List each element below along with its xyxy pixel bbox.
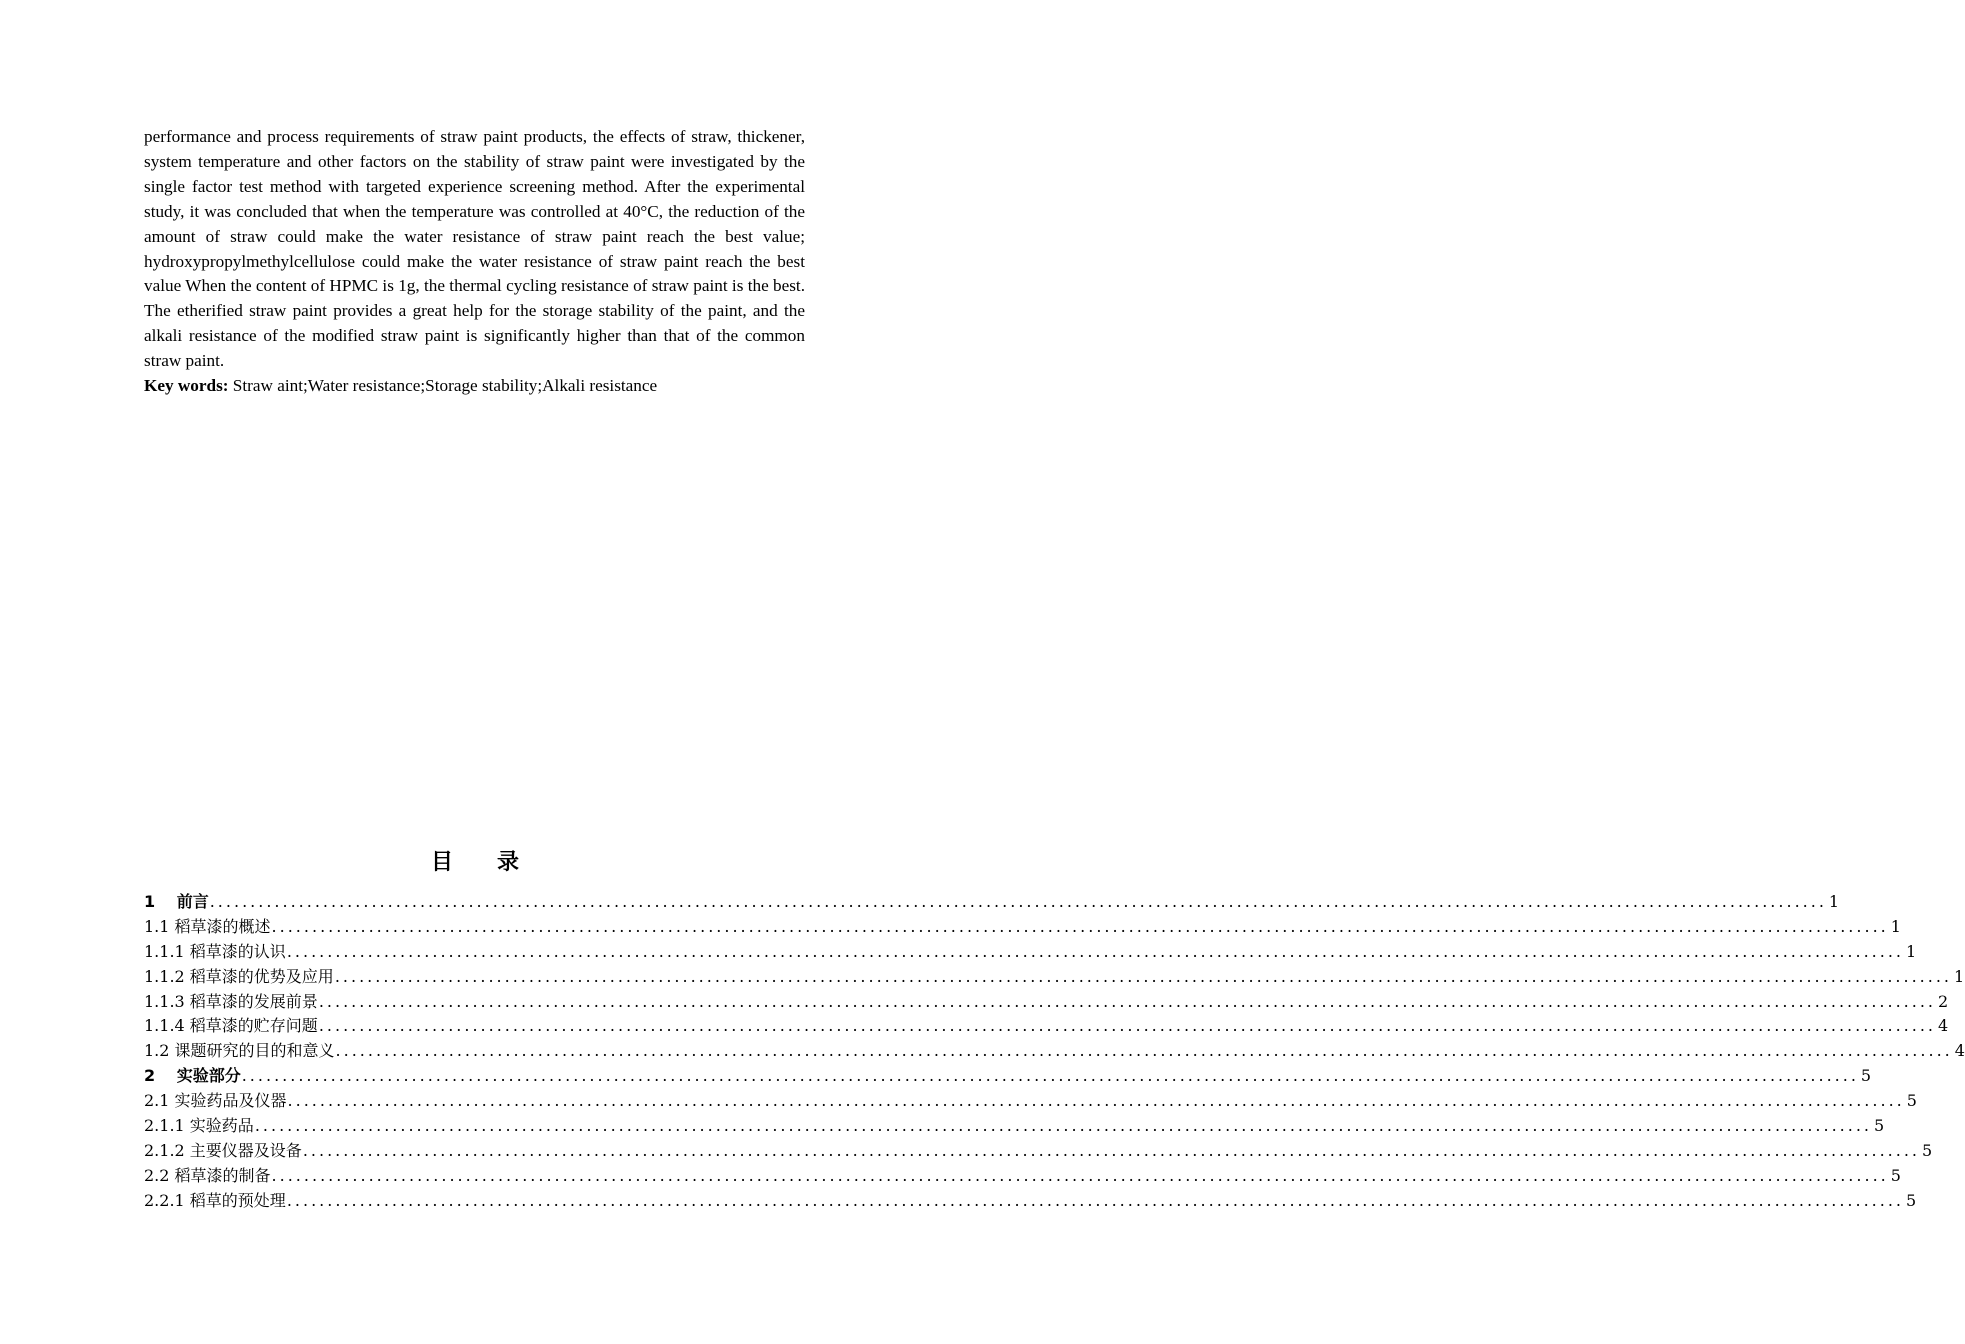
toc-leader-dots: ........................................................................................................................................................................................................ — [287, 1091, 1905, 1111]
toc-entry-page: 5 — [1860, 1066, 1872, 1086]
toc-entry[interactable] — [144, 890, 1840, 915]
toc-leader-dots: ........................................................................................................................................................................................................ — [318, 1016, 1936, 1036]
keywords-label: Key words: — [144, 376, 229, 396]
toc-entry[interactable] — [144, 1164, 1901, 1189]
toc-entry-label: 1 前言 — [144, 892, 209, 911]
toc-entry-page: 5 — [1922, 1140, 1933, 1160]
toc-entry-page: 1 — [1906, 941, 1917, 961]
toc-entry-page: 5 — [1874, 1116, 1885, 1136]
toc-entry-label: 2.2 稻草漆的制备 — [144, 1165, 271, 1185]
toc-entry-label: 2.1.2 主要仪器及设备 — [144, 1140, 302, 1160]
toc-entry[interactable] — [144, 1014, 1949, 1039]
toc-entry[interactable] — [144, 1089, 1917, 1114]
toc-leader-dots: ........................................................................................................................................................................................................ — [209, 892, 1827, 911]
table-of-contents — [144, 890, 1965, 1214]
toc-leader-dots: ........................................................................................................................................................................................................ — [334, 966, 1952, 986]
toc-entry-label: 2.1.1 实验药品 — [144, 1116, 254, 1136]
toc-leader-dots: ........................................................................................................................................................................................................ — [271, 1165, 1889, 1185]
toc-entry-label: 2.2.1 稻草的预处理 — [144, 1190, 286, 1210]
keywords-line — [144, 374, 805, 399]
toc-entry-page: 1 — [1890, 916, 1901, 936]
toc-leader-dots: ........................................................................................................................................................................................................ — [241, 1066, 1859, 1086]
toc-entry[interactable] — [144, 940, 1917, 965]
toc-entry-page: 2 — [1938, 991, 1949, 1011]
toc-entry-page: 5 — [1906, 1091, 1917, 1111]
toc-entry-page: 4 — [1954, 1041, 1965, 1061]
toc-entry-page: 5 — [1890, 1165, 1901, 1185]
toc-entry-label: 1.1.1 稻草漆的认识 — [144, 941, 286, 961]
toc-leader-dots: ........................................................................................................................................................................................................ — [286, 1190, 1904, 1210]
toc-entry-label: 1.1.2 稻草漆的优势及应用 — [144, 966, 334, 986]
toc-leader-dots: ........................................................................................................................................................................................................ — [302, 1140, 1920, 1160]
abstract-body: performance and process requirements of straw paint products, the effects of straw, thickener, system temperature and other factors on the stability of straw paint were investigated by the single factor test method with targeted experience screening method. After the experimental study, it was concluded that when the temperature was controlled at 40°C, the reduction of the amount of straw could make the water resistance of straw paint reach the best value; hydroxypropylmethylcellulose could make the water resistance of straw paint reach the best value When the content of HPMC is 1g, the thermal cycling resistance of straw paint is the best. The etherified straw paint provides a great help for the storage stability of the paint, and the alkali resistance of the modified straw paint is significantly higher than that of the common straw paint. — [144, 127, 805, 371]
toc-leader-dots: ........................................................................................................................................................................................................ — [335, 1041, 1953, 1061]
toc-entry[interactable] — [144, 1039, 1965, 1064]
toc-entry[interactable] — [144, 915, 1901, 940]
toc-entry[interactable] — [144, 965, 1965, 990]
toc-entry-label: 2.1 实验药品及仪器 — [144, 1091, 287, 1111]
toc-entry[interactable] — [144, 990, 1949, 1015]
toc-leader-dots: ........................................................................................................................................................................................................ — [254, 1116, 1872, 1136]
toc-entry-page: 1 — [1954, 966, 1965, 986]
toc-entry[interactable] — [144, 1139, 1933, 1164]
toc-entry-page: 1 — [1828, 892, 1840, 911]
toc-title: 目录 — [430, 850, 563, 875]
toc-entry-label: 1.1.4 稻草漆的贮存问题 — [144, 1016, 318, 1036]
toc-entry[interactable] — [144, 1064, 1872, 1089]
toc-entry-page: 5 — [1906, 1190, 1917, 1210]
toc-entry-label: 1.1.3 稻草漆的发展前景 — [144, 991, 318, 1011]
toc-entry-label: 2 实验部分 — [144, 1066, 241, 1086]
toc-entry-label: 1.1 稻草漆的概述 — [144, 916, 271, 936]
toc-entry[interactable] — [144, 1189, 1917, 1214]
toc-leader-dots: ........................................................................................................................................................................................................ — [318, 991, 1936, 1011]
toc-entry-page: 4 — [1938, 1016, 1949, 1036]
keywords-text: Straw aint;Water resistance;Storage stability;Alkali resistance — [228, 376, 658, 396]
abstract-section — [144, 125, 805, 399]
toc-entry-label: 1.2 课题研究的目的和意义 — [144, 1041, 335, 1061]
toc-leader-dots: ........................................................................................................................................................................................................ — [286, 941, 1904, 961]
toc-entry[interactable] — [144, 1114, 1885, 1139]
toc-leader-dots: ........................................................................................................................................................................................................ — [271, 916, 1889, 936]
